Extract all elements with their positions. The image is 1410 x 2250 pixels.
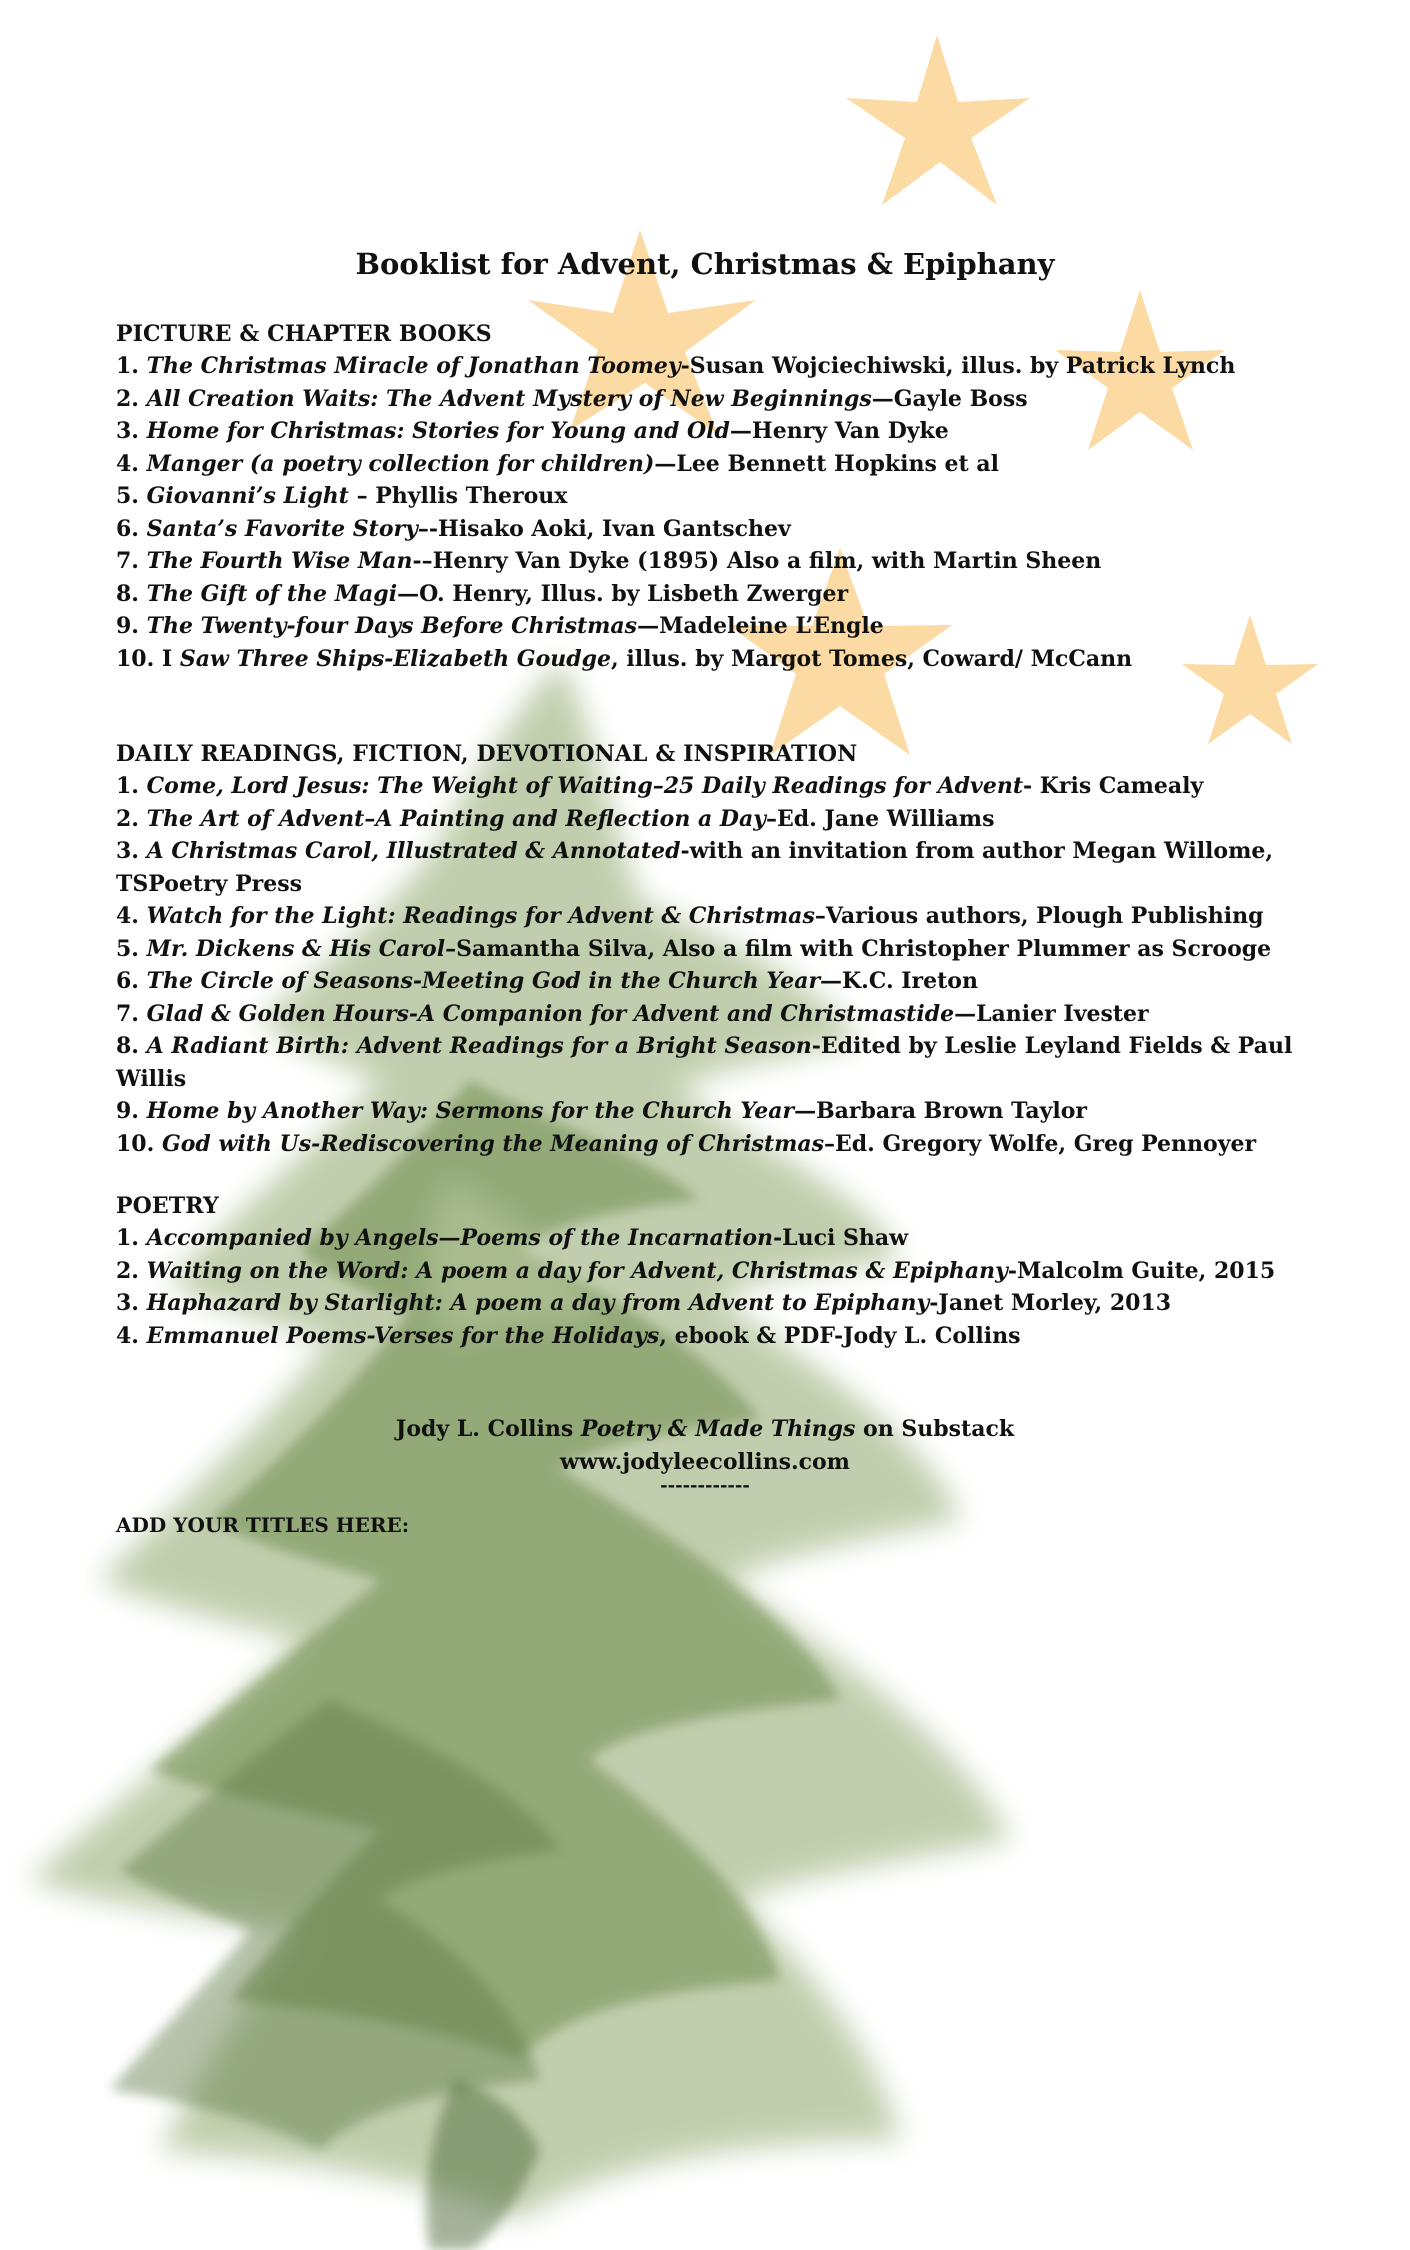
list-item: 6. Santa’s Favorite Story–-Hisako Aoki, Ivan Gantschev: [116, 515, 791, 542]
list-item: 2. The Art of Advent–A Painting and Reflection a Day–Ed. Jane Williams: [116, 805, 995, 832]
list-item: 3. Home for Christmas: Stories for Young and Old—Henry Van Dyke: [116, 418, 949, 444]
add-titles-label: ADD YOUR TITLES HERE:: [116, 1513, 410, 1537]
list-item: 1. Accompanied by Angels—Poems of the Incarnation-Luci Shaw: [116, 1225, 909, 1251]
list-item: 10. God with Us-Rediscovering the Meaning of Christmas–Ed. Gregory Wolfe, Greg Pennoyer: [116, 1130, 1257, 1157]
list-item: 7. Glad & Golden Hours-A Companion for Advent and Christmastide—Lanier Ivester: [116, 1000, 1149, 1027]
list-item: 6. The Circle of Seasons-Meeting God in the Church Year—K.C. Ireton: [116, 968, 978, 994]
divider: ------------: [660, 1475, 750, 1496]
list-item: 7. The Fourth Wise Man-–Henry Van Dyke (1895) Also a film, with Martin Sheen: [116, 548, 1102, 574]
list-item: 9. The Twenty-four Days Before Christmas—Madeleine L’Engle: [116, 613, 884, 639]
list-item: 4. Emmanuel Poems-Verses for the Holidays, ebook & PDF-Jody L. Collins: [116, 1322, 1021, 1349]
substack-credit: Jody L. Collins Poetry & Made Things on Substack: [395, 1416, 1015, 1442]
list-item: 5. Giovanni’s Light – Phyllis Theroux: [116, 483, 568, 509]
list-item: 4. Manger (a poetry collection for children)—Lee Bennett Hopkins et al: [116, 450, 999, 477]
section-poetry: [116, 1190, 1316, 1352]
section-heading: DAILY READINGS, FICTION, DEVOTIONAL & INSPIRATION: [116, 741, 858, 767]
list-item: 5. Mr. Dickens & His Carol–Samantha Silva, Also a film with Christopher Plummer as Scrooge: [116, 935, 1272, 962]
section-daily-readings: [116, 738, 1316, 1160]
list-item: 4. Watch for the Light: Readings for Advent & Christmas–Various authors, Plough Publishing: [116, 903, 1264, 929]
list-item: 1. The Christmas Miracle of Jonathan Toomey-Susan Wojciechiwski, illus. by Patrick Lynch: [116, 353, 1236, 379]
list-item: 10. I Saw Three Ships-Elizabeth Goudge, illus. by Margot Tomes, Coward/ McCann: [116, 645, 1133, 672]
list-item: 1. Come, Lord Jesus: The Weight of Waiting–25 Daily Readings for Advent- Kris Camealy: [116, 773, 1204, 799]
section-picture-chapter-books: [116, 318, 1316, 675]
list-item: 3. Haphazard by Starlight: A poem a day from Advent to Epiphany-Janet Morley, 2013: [116, 1290, 1172, 1316]
list-item: 8. A Radiant Birth: Advent Readings for a Bright Season-Edited by Leslie Leyland Fields & Paul Willis: [116, 1033, 1293, 1092]
website-link[interactable]: www.jodyleecollins.com: [560, 1449, 850, 1475]
section-heading: PICTURE & CHAPTER BOOKS: [116, 321, 492, 347]
document-title: Booklist for Advent, Christmas & Epiphany: [355, 247, 1055, 281]
list-item: 2. Waiting on the Word: A poem a day for Advent, Christmas & Epiphany-Malcolm Guite, 2015: [116, 1257, 1276, 1284]
list-item: 8. The Gift of the Magi—O. Henry, Illus. by Lisbeth Zwerger: [116, 580, 849, 607]
list-item: 3. A Christmas Carol, Illustrated & Annotated-with an invitation from author Megan Willome, TSPoetry Press: [116, 838, 1274, 897]
list-item: 2. All Creation Waits: The Advent Mystery of New Beginnings—Gayle Boss: [116, 385, 1028, 412]
list-item: 9. Home by Another Way: Sermons for the Church Year—Barbara Brown Taylor: [116, 1098, 1088, 1124]
section-heading: POETRY: [116, 1193, 219, 1219]
